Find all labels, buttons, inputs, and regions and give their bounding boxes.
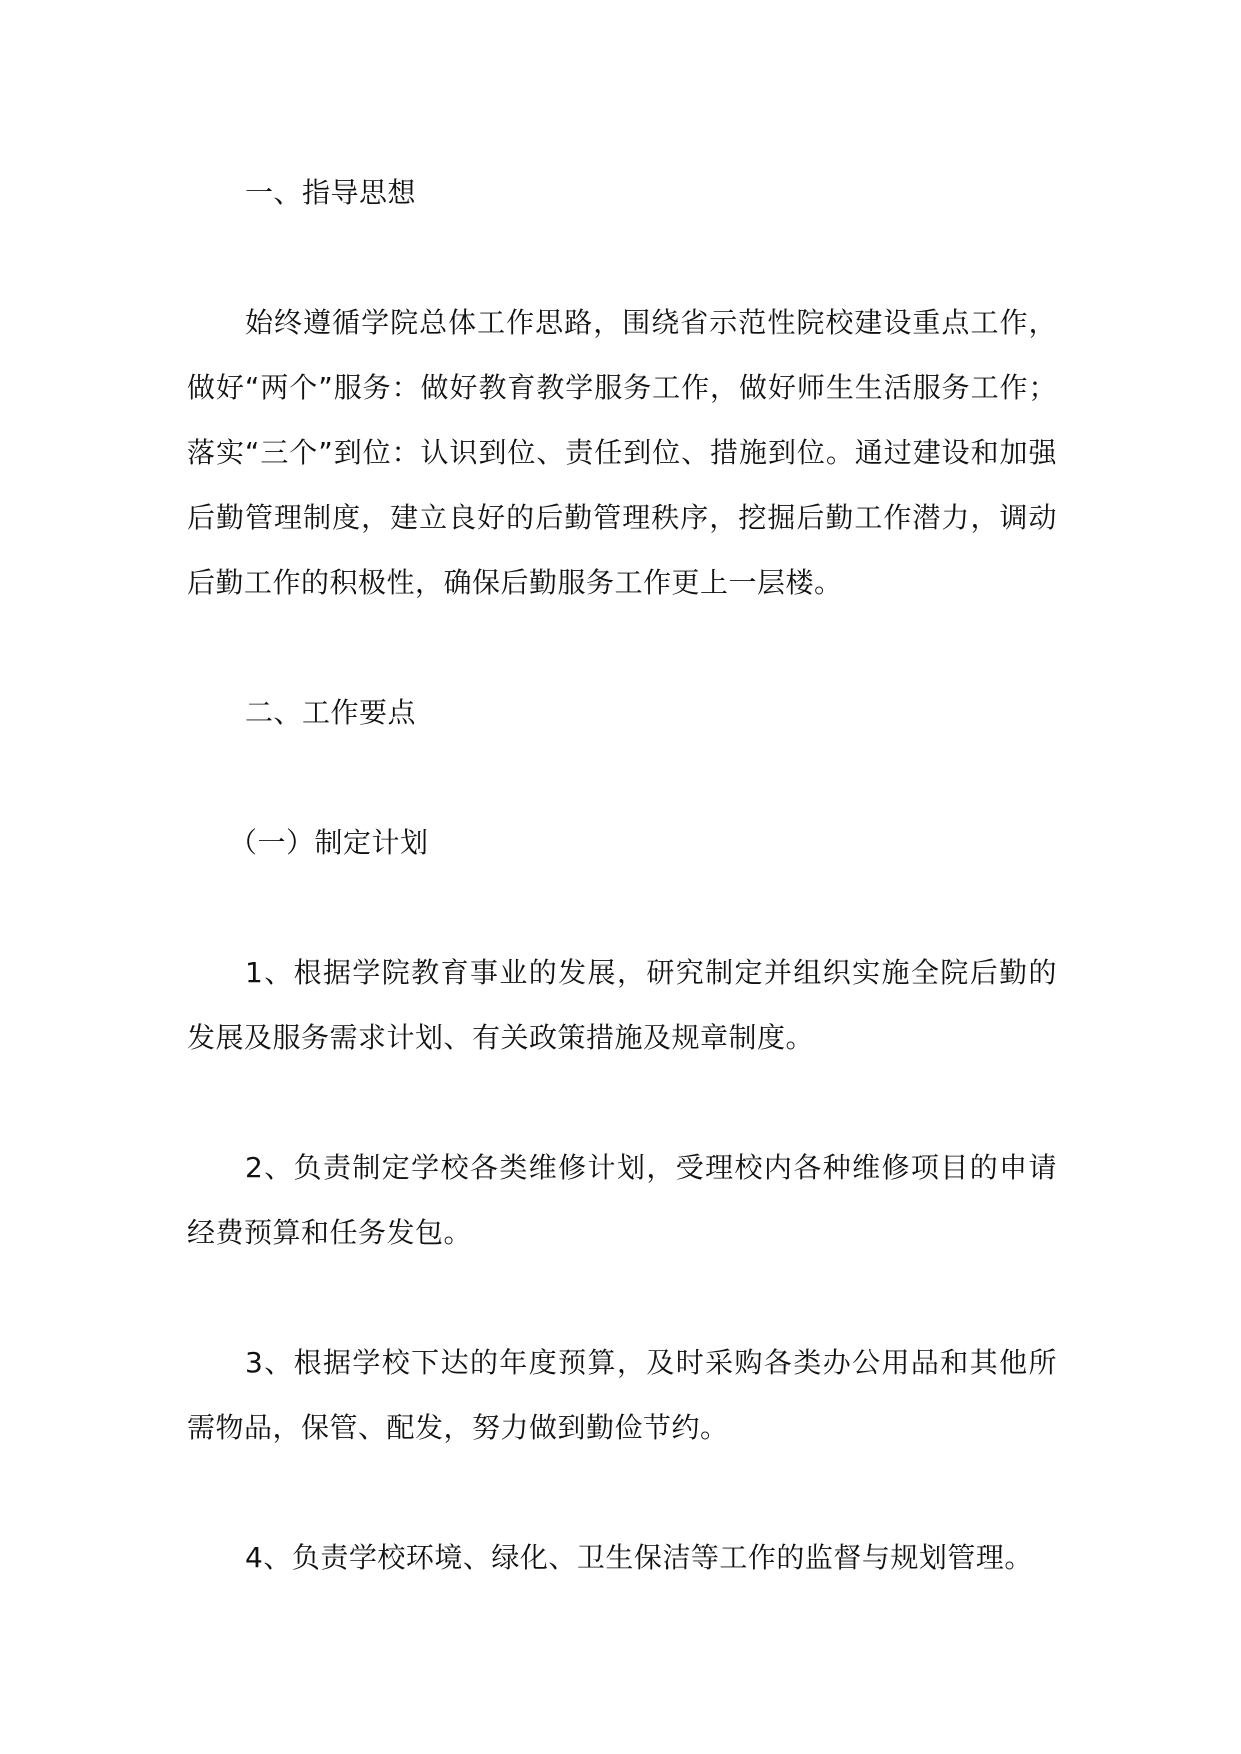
- list-item-3: 3、根据学校下达的年度预算，及时采购各类办公用品和其他所需物品，保管、配发，努力做到勤俭节约。: [187, 1346, 1057, 1444]
- list-item-2: 2、负责制定学校各类维修计划，受理校内各种维修项目的申请经费预算和任务发包。: [187, 1151, 1057, 1249]
- section2-heading: 二、工作要点: [245, 696, 417, 729]
- spacer: [187, 875, 1057, 940]
- spacer: [187, 225, 1057, 290]
- list-item-1: 1、根据学院教育事业的发展，研究制定并组织实施全院后勤的发展及服务需求计划、有关政策措施及规章制度。: [187, 956, 1057, 1054]
- section1-heading: 一、指导思想: [245, 176, 417, 209]
- spacer: [187, 1265, 1057, 1330]
- subsection1-heading: （一）制定计划: [229, 826, 429, 859]
- section1-paragraph: 始终遵循学院总体工作思路，围绕省示范性院校建设重点工作，做好“两个”服务：做好教育教学服务工作，做好师生生活服务工作；落实“三个”到位：认识到位、责任到位、措施到位。通过建设和加强后勤管理制度，建立良好的后勤管理秩序，挖掘后勤工作潜力，调动后勤工作的积极性，确保后勤服务工作更上一层楼。: [187, 306, 1057, 599]
- spacer: [187, 745, 1057, 810]
- spacer: [187, 1070, 1057, 1135]
- document-content: [187, 160, 1057, 1590]
- list-item-4: 4、负责学校环境、绿化、卫生保洁等工作的监督与规划管理。: [245, 1541, 1033, 1574]
- spacer: [187, 1460, 1057, 1525]
- spacer: [187, 615, 1057, 680]
